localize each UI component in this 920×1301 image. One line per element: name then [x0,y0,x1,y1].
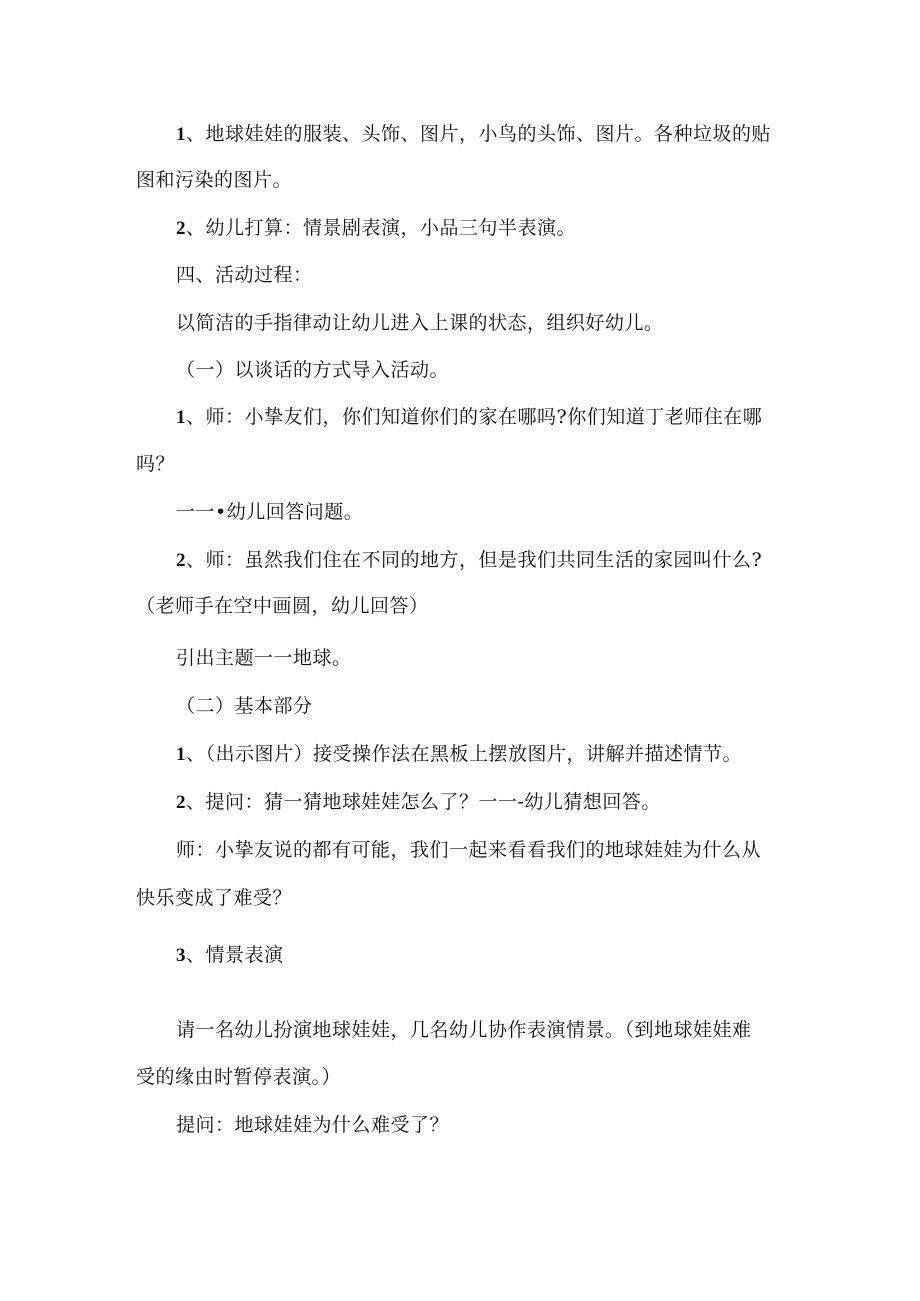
paragraph-1-line-1 [176,122,771,147]
list-number: 2 [176,550,186,571]
list-number: 3 [176,945,186,966]
paragraph-teacher-q1-line-2: 吗？ [136,453,176,475]
paragraph-teacher-line-1: 师：小挚友说的都有可能，我们一起来看看我们的地球娃娃为什么从 [176,839,762,861]
paragraph-2 [176,216,576,241]
list-number: 2 [176,218,186,239]
paragraph-1-line-2: 图和污染的图片。 [136,169,293,191]
paragraph-text: 、师：虽然我们住在不同的地方，但是我们共同生活的家园叫什么? [186,549,763,571]
paragraph-children-answer: 一一•幼儿回答问题。 [176,501,364,523]
paragraph-teacher-q2-line-1 [176,548,762,573]
paragraph-final-question: 提问：地球娃娃为什么难受了？ [176,1114,450,1136]
list-number: 1 [176,744,186,765]
paragraph-text: 、情景表演 [186,944,284,966]
paragraph-text: 、提问：猜一猜地球娃娃怎么了？一一-幼儿猜想回答。 [186,791,661,813]
paragraph-role-play-line-1: 请一名幼儿扮演地球娃娃，几名幼儿协作表演情景。（到地球娃娃难 [176,1019,752,1041]
list-number: 1 [176,407,186,428]
paragraph-scene-heading [176,943,284,968]
list-number: 1 [176,124,186,145]
paragraph-teacher-line-2: 快乐变成了难受？ [136,887,293,909]
paragraph-text: 、幼儿打算：情景剧表演，小品三句半表演。 [186,217,577,239]
section-heading-process: 四、活动过程： [176,264,313,286]
list-number: 2 [176,792,186,813]
subsection-heading-1: （一）以谈话的方式导入活动。 [176,359,450,381]
paragraph-question [176,790,661,815]
subsection-heading-2: （二）基本部分 [176,695,313,717]
paragraph-text: 、师：小挚友们，你们知道你们的家在哪吗?你们知道丁老师住在哪 [186,406,763,428]
paragraph-intro: 以简洁的手指律动让幼儿进入上课的状态，组织好幼儿。 [176,312,664,334]
paragraph-teacher-q1-line-1 [176,405,762,430]
paragraph-text: 、地球娃娃的服装、头饰、图片，小鸟的头饰、图片。各种垃圾的贴 [186,123,772,145]
paragraph-text: 、（出示图片）接受操作法在黑板上摆放图片，讲解并描述情节。 [186,743,743,765]
paragraph-show-pictures [176,742,742,767]
paragraph-teacher-q2-line-2: （老师手在空中画圆，幼儿回答） [136,595,429,617]
paragraph-theme: 引出主题一一地球。 [176,647,352,669]
paragraph-role-play-line-2: 受的缘由时暂停表演。） [136,1066,342,1088]
